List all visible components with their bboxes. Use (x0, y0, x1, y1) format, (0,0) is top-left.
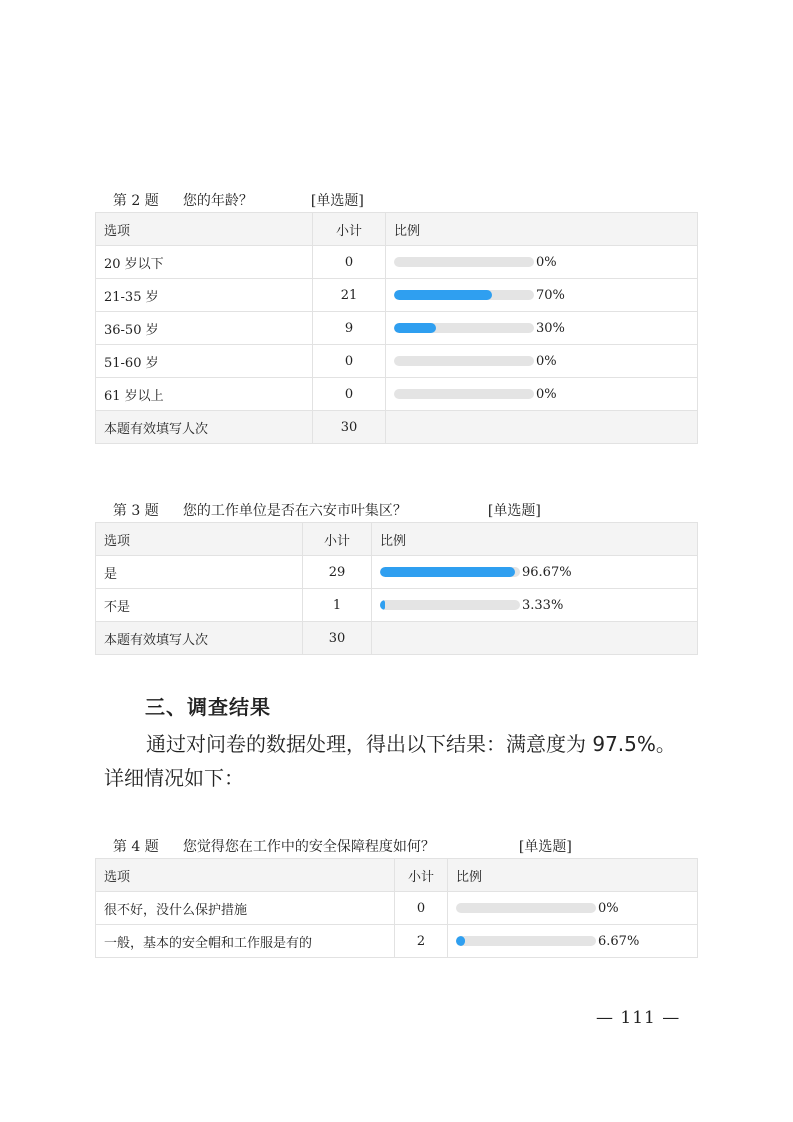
option-ratio (386, 312, 698, 345)
ratio-percent: 0% (598, 900, 619, 916)
option-ratio (372, 556, 698, 589)
result-paragraph-line1: 通过对问卷的数据处理，得出以下结果：满意度为 97.5%。 (146, 732, 676, 756)
ratio-percent: 0% (536, 386, 557, 402)
header-option: 选项 (96, 859, 395, 892)
option-label: 一般，基本的安全帽和工作服是有的 (96, 925, 395, 958)
ratio-bar-fill (394, 323, 436, 333)
table-row (96, 589, 698, 622)
total-count: 30 (313, 411, 386, 444)
option-count: 1 (303, 589, 372, 622)
option-label: 36-50 岁 (96, 312, 313, 345)
q4-type: [单选题] (518, 839, 572, 855)
option-label: 51-60 岁 (96, 345, 313, 378)
ratio-percent: 0% (536, 254, 557, 270)
option-label: 61 岁以上 (96, 378, 313, 411)
ratio-bar-track (380, 600, 520, 610)
option-ratio (386, 279, 698, 312)
table-header-row (96, 213, 698, 246)
ratio-bar-track (380, 567, 520, 577)
table-row (96, 556, 698, 589)
ratio-bar-track (394, 356, 534, 366)
header-ratio: 比例 (372, 523, 698, 556)
q3-question: 您的工作单位是否在六安市叶集区？ (182, 503, 407, 519)
option-count: 0 (313, 378, 386, 411)
q2-question: 您的年龄？ (182, 193, 253, 209)
option-count: 0 (313, 246, 386, 279)
ratio-percent: 70% (536, 287, 565, 303)
q4-table (95, 858, 698, 958)
option-ratio (372, 589, 698, 622)
option-count: 0 (395, 892, 448, 925)
q4-title (104, 820, 572, 856)
table-row (96, 279, 698, 312)
ratio-bar-track (394, 323, 534, 333)
ratio-bar-fill (394, 290, 492, 300)
table-row (96, 892, 698, 925)
header-ratio: 比例 (386, 213, 698, 246)
q2-number: 第 2 题 (112, 193, 159, 209)
option-count: 21 (313, 279, 386, 312)
header-count: 小计 (303, 523, 372, 556)
option-label: 不是 (96, 589, 303, 622)
q2-table (95, 212, 698, 444)
total-row (96, 622, 698, 655)
ratio-bar-track (394, 389, 534, 399)
q2-title (104, 174, 364, 210)
total-count: 30 (303, 622, 372, 655)
q4-number: 第 4 题 (112, 839, 159, 855)
table-header-row (96, 523, 698, 556)
q4-question: 您觉得您在工作中的安全保障程度如何？ (182, 839, 435, 855)
section-heading: 三、调查结果 (145, 695, 271, 719)
option-label: 是 (96, 556, 303, 589)
ratio-bar-track (456, 936, 596, 946)
header-count: 小计 (395, 859, 448, 892)
q3-type: [单选题] (487, 503, 541, 519)
option-ratio (386, 378, 698, 411)
q2-type: [单选题] (310, 193, 364, 209)
table-row (96, 312, 698, 345)
page-number: — 111 — (596, 1008, 681, 1028)
total-row (96, 411, 698, 444)
option-ratio (386, 345, 698, 378)
total-label: 本题有效填写人次 (96, 411, 313, 444)
option-label: 20 岁以下 (96, 246, 313, 279)
table-row (96, 378, 698, 411)
option-count: 9 (313, 312, 386, 345)
option-count: 29 (303, 556, 372, 589)
option-ratio (386, 246, 698, 279)
header-option: 选项 (96, 523, 303, 556)
total-label: 本题有效填写人次 (96, 622, 303, 655)
option-label: 21-35 岁 (96, 279, 313, 312)
ratio-bar-track (456, 903, 596, 913)
q3-table (95, 522, 698, 655)
ratio-percent: 0% (536, 353, 557, 369)
ratio-bar-fill (456, 936, 465, 946)
option-label: 很不好，没什么保护措施 (96, 892, 395, 925)
ratio-bar-track (394, 290, 534, 300)
ratio-percent: 6.67% (598, 933, 640, 949)
ratio-percent: 3.33% (522, 597, 564, 613)
option-count: 0 (313, 345, 386, 378)
option-ratio (448, 892, 698, 925)
header-count: 小计 (313, 213, 386, 246)
header-ratio: 比例 (448, 859, 698, 892)
ratio-bar-fill (380, 600, 385, 610)
header-option: 选项 (96, 213, 313, 246)
table-row (96, 925, 698, 958)
table-row (96, 345, 698, 378)
ratio-percent: 96.67% (522, 564, 572, 580)
q3-number: 第 3 题 (112, 503, 159, 519)
table-row (96, 246, 698, 279)
ratio-bar-track (394, 257, 534, 267)
q3-title (104, 484, 541, 520)
ratio-bar-fill (380, 567, 515, 577)
option-ratio (448, 925, 698, 958)
option-count: 2 (395, 925, 448, 958)
result-paragraph-line2: 详细情况如下： (104, 766, 244, 790)
table-header-row (96, 859, 698, 892)
ratio-percent: 30% (536, 320, 565, 336)
